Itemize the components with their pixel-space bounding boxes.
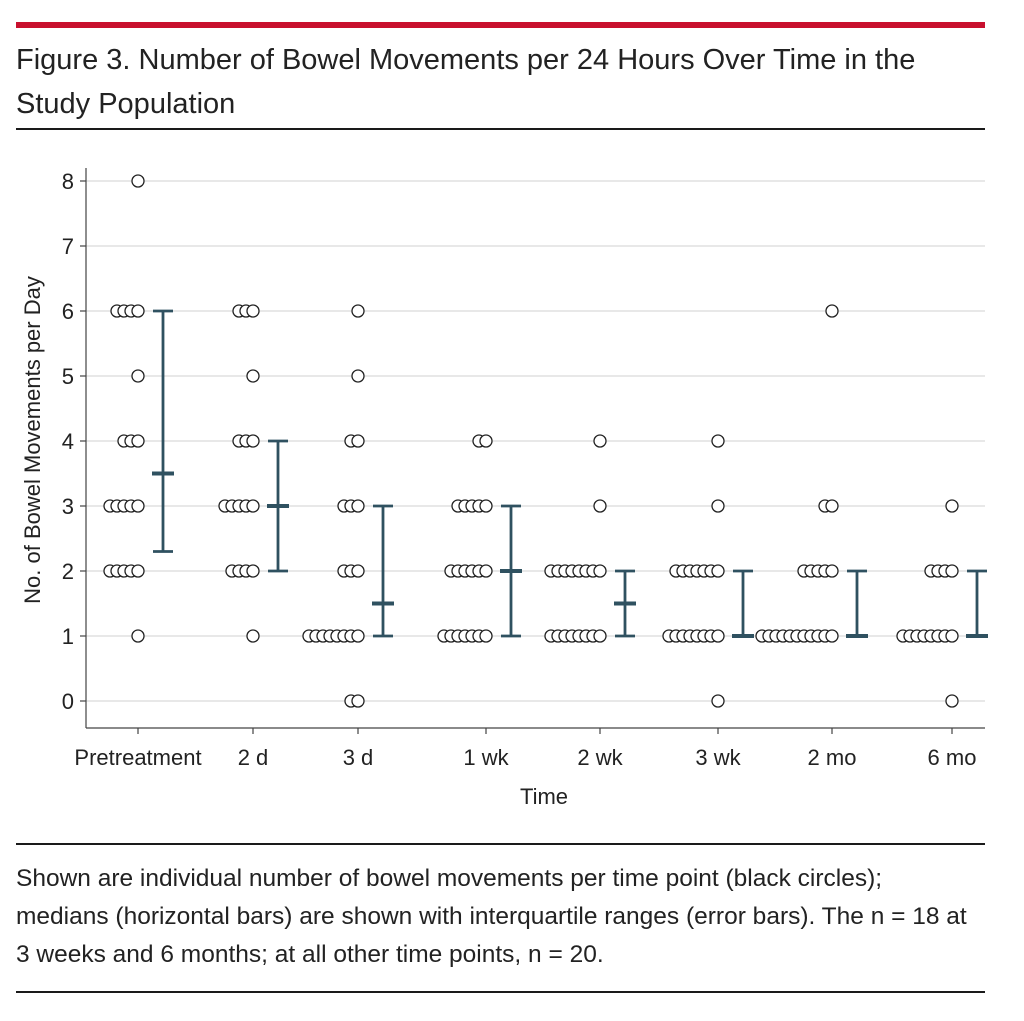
y-tick-label: 7 xyxy=(61,234,74,259)
error-bar xyxy=(500,506,522,636)
caption-rule-top xyxy=(16,843,985,845)
data-point xyxy=(594,435,606,447)
y-tick-label: 3 xyxy=(61,494,74,519)
figure-caption: Shown are individual number of bowel movements per time point (black circles); medians (horizontal bars) are shown with interquartile ranges (error bars). The n = 18 at 3 weeks and 6 months; at all other time points, n = 20. xyxy=(16,865,967,968)
data-point xyxy=(247,435,259,447)
data-point xyxy=(712,565,724,577)
data-point xyxy=(712,695,724,707)
data-point xyxy=(132,435,144,447)
data-point xyxy=(247,305,259,317)
data-point xyxy=(352,435,364,447)
error-bar xyxy=(267,441,289,571)
data-point xyxy=(946,565,958,577)
data-point xyxy=(352,370,364,382)
figure-title: Figure 3. Number of Bowel Movements per 24 Hours Over Time in the Study Population xyxy=(16,44,916,120)
x-tick-label: 3 d xyxy=(342,745,374,770)
data-point xyxy=(480,435,492,447)
data-point xyxy=(132,630,144,642)
data-point xyxy=(826,630,838,642)
error-bar xyxy=(966,571,988,636)
data-point xyxy=(247,500,259,512)
x-tick-label: 2 d xyxy=(237,745,269,770)
y-tick-label: 0 xyxy=(61,689,74,714)
x-tick-label: 6 mo xyxy=(927,745,977,770)
y-tick-label: 1 xyxy=(61,624,74,649)
data-point xyxy=(946,500,958,512)
y-axis-label: No. of Bowel Movements per Day xyxy=(20,276,45,604)
y-tick-label: 6 xyxy=(61,299,74,324)
data-point xyxy=(247,630,259,642)
data-point xyxy=(594,630,606,642)
data-point xyxy=(247,565,259,577)
data-point xyxy=(480,500,492,512)
data-point xyxy=(946,695,958,707)
y-tick-label: 8 xyxy=(61,169,74,194)
data-point xyxy=(247,370,259,382)
x-tick-label: 2 mo xyxy=(807,745,857,770)
data-point xyxy=(352,305,364,317)
data-point xyxy=(352,630,364,642)
data-point xyxy=(712,630,724,642)
y-tick-label: 2 xyxy=(61,559,74,584)
data-point xyxy=(712,500,724,512)
data-point xyxy=(826,500,838,512)
x-ticks xyxy=(74,728,976,770)
data-point xyxy=(132,370,144,382)
data-point xyxy=(826,565,838,577)
y-tick-label: 5 xyxy=(61,364,74,389)
data-point xyxy=(352,695,364,707)
x-tick-label: Pretreatment xyxy=(74,745,202,770)
data-point xyxy=(132,500,144,512)
caption-rule-bottom xyxy=(16,991,985,993)
y-tick-label: 4 xyxy=(61,429,74,454)
error-bar xyxy=(846,571,868,636)
data-point xyxy=(352,565,364,577)
data-point xyxy=(594,565,606,577)
data-point xyxy=(480,565,492,577)
x-axis-label: Time xyxy=(519,784,569,809)
data-point xyxy=(946,630,958,642)
x-tick-label: 3 wk xyxy=(695,745,741,770)
data-point xyxy=(594,500,606,512)
data-point xyxy=(132,565,144,577)
data-point xyxy=(480,630,492,642)
data-point xyxy=(132,305,144,317)
error-bar xyxy=(152,311,174,552)
error-bar xyxy=(732,571,754,636)
data-point xyxy=(352,500,364,512)
y-ticks xyxy=(62,169,86,714)
error-bar xyxy=(614,571,636,636)
error-bars xyxy=(152,311,988,636)
data-point xyxy=(826,305,838,317)
x-tick-label: 2 wk xyxy=(577,745,623,770)
grid-layer xyxy=(86,181,985,701)
x-tick-label: 1 wk xyxy=(463,745,509,770)
data-point xyxy=(132,175,144,187)
data-point xyxy=(712,435,724,447)
